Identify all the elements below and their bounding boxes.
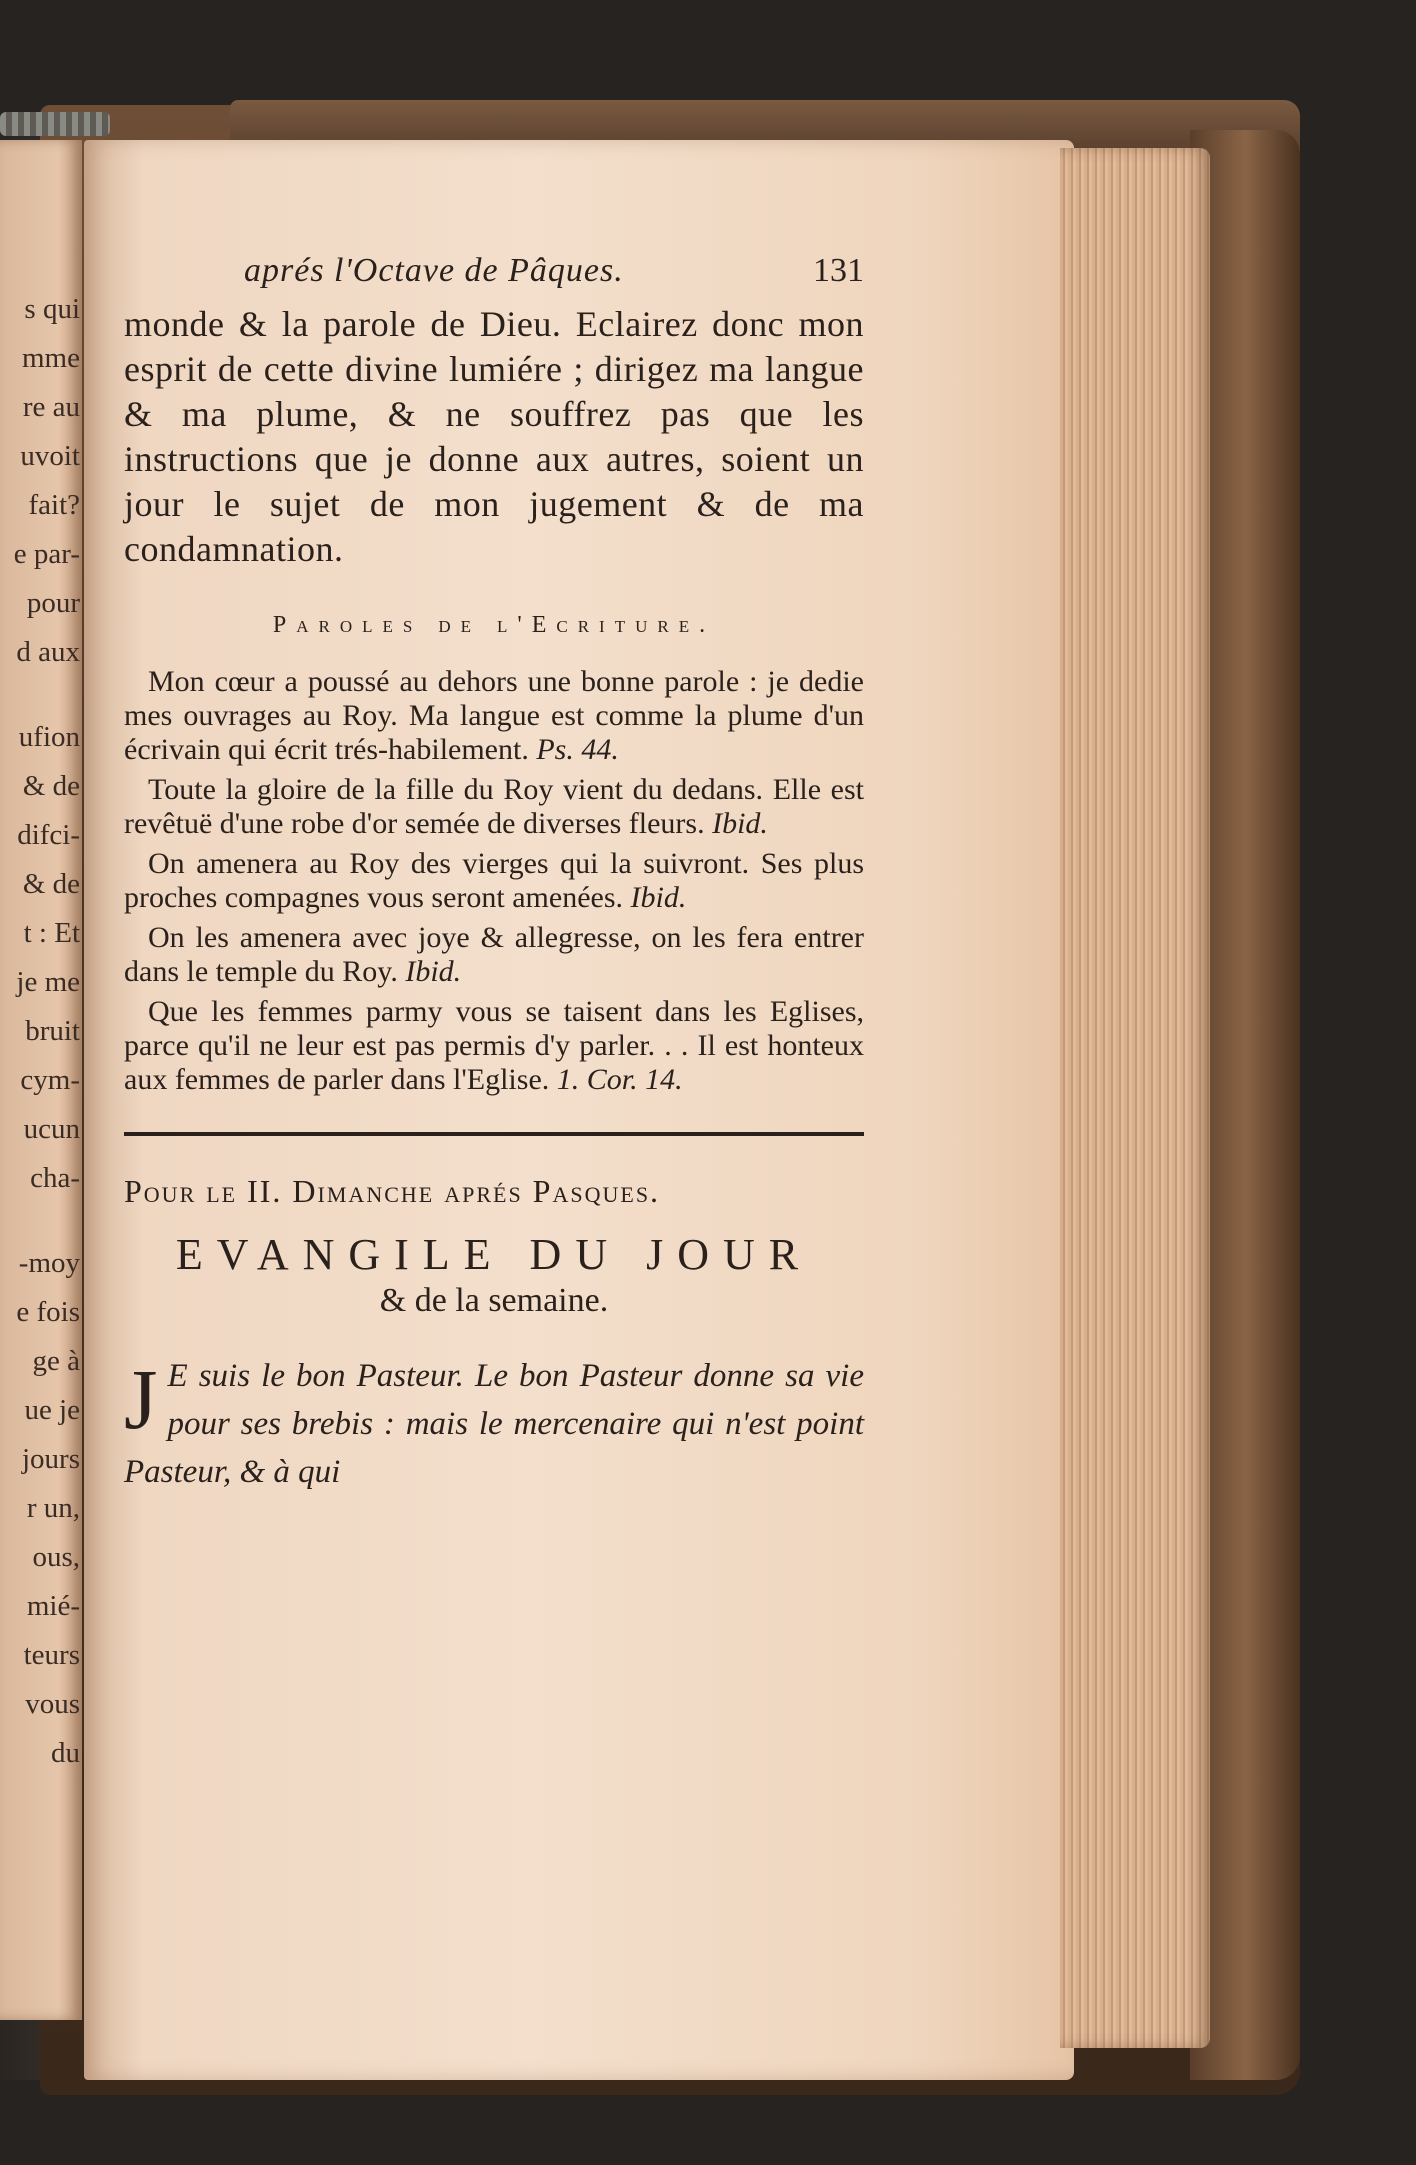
left-page-fragment: r un, <box>26 1492 80 1524</box>
quotation-text: Toute la gloire de la fille du Roy vient du dedans. Elle est revêtuë d'une robe d'or semée de diverses fleurs. <box>124 773 864 840</box>
left-page-fragment: bruit <box>25 1015 80 1047</box>
page-text-block <box>124 252 864 1496</box>
left-page-fragment: mié- <box>26 1590 80 1622</box>
quotation-source: Ibid. <box>405 955 462 988</box>
left-page-fragment: du <box>51 1737 80 1769</box>
opening-paragraph: monde & la parole de Dieu. Eclairez donc mon esprit de cette divine lumiére ; dirigez ma langue & ma plume, & ne souffrez pas que les instructions que je donne aux autres, soient un jour le sujet de mon jugement & de ma condamnation. <box>124 304 864 569</box>
left-page-fragment: fait? <box>28 489 80 521</box>
left-page-fragment: mme <box>22 342 80 374</box>
left-page-fragment: t : Et <box>23 917 80 949</box>
left-page-fragment: difci- <box>17 819 80 851</box>
left-page-text <box>0 285 80 1778</box>
left-page-fragment: pour <box>26 587 80 619</box>
left-page-fragment: e fois <box>16 1296 80 1328</box>
quotation-text: Que les femmes parmy vous se taisent dans les Eglises, parce qu'il ne leur est pas permis d'y parler. . . Il est honteux aux femmes de parler dans l'Eglise. <box>124 995 864 1096</box>
quotation <box>124 773 864 841</box>
left-page-fragment: & de <box>22 868 80 900</box>
left-page-fragment: -moy <box>18 1247 80 1279</box>
page-number: 131 <box>813 252 864 289</box>
left-page-fragment: cha- <box>30 1162 80 1194</box>
left-page-fragment <box>0 1203 80 1239</box>
gospel-text <box>124 1352 864 1496</box>
left-page-fragment: e par- <box>13 538 80 570</box>
page-fore-edge <box>1060 148 1210 2048</box>
left-page-fragment: teurs <box>23 1639 80 1671</box>
quotation-text: On amenera au Roy des vierges qui la suivront. Ses plus proches compagnes vous seront amenées. <box>124 847 864 914</box>
gospel-body: E suis le bon Pasteur. Le bon Pasteur donne sa vie pour ses brebis : mais le mercenaire qui n'est point Pasteur, & à qui <box>124 1358 864 1490</box>
left-page-fragment: ufion <box>18 721 80 753</box>
drop-cap: J <box>124 1351 158 1447</box>
left-page-fragment: ge à <box>32 1345 80 1377</box>
left-page-fragment: uvoit <box>20 440 80 472</box>
quotation-source: Ps. 44. <box>536 733 619 766</box>
gospel-title: EVANGILE DU JOUR <box>175 1230 813 1279</box>
quotation <box>124 847 864 915</box>
left-page-fragment: je me <box>16 966 80 998</box>
running-head-title: aprés l'Octave de Pâques. <box>244 252 624 289</box>
section-heading: Paroles de l'Ecriture. <box>272 612 716 638</box>
quotation-source: Ibid. <box>712 807 768 840</box>
quotation-text: On les amenera avec joye & allegresse, on les fera entrer dans le temple du Roy. <box>124 921 864 988</box>
quotation <box>124 995 864 1097</box>
quotation <box>124 665 864 767</box>
left-page-fragment: jours <box>22 1443 80 1475</box>
quotation-source: Ibid. <box>630 881 687 914</box>
left-page-fragment: d aux <box>16 636 80 668</box>
left-page-fragment: & de <box>22 770 80 802</box>
left-page-fragment: s qui <box>24 293 80 325</box>
left-page-fragment: ous, <box>32 1541 80 1573</box>
quotation-source: 1. Cor. 14. <box>556 1063 683 1096</box>
headband <box>0 112 110 136</box>
left-page-fragment: ucun <box>23 1113 80 1145</box>
running-head <box>124 252 864 302</box>
quotation-text: Mon cœur a poussé au dehors une bonne parole : je dedie mes ouvrages au Roy. Ma langue est comme la plume d'un écrivain qui écrit trés-habilement. <box>124 665 864 766</box>
left-page <box>0 140 82 2020</box>
left-page-fragment: cym- <box>20 1064 80 1096</box>
left-page-fragment: vous <box>25 1688 80 1720</box>
scripture-quotations <box>124 665 864 1097</box>
left-page-fragment: re au <box>22 391 80 423</box>
left-page-fragment: ue je <box>24 1394 80 1426</box>
gospel-subtitle: & de la semaine. <box>379 1282 609 1319</box>
left-page-fragment <box>0 677 80 713</box>
sunday-heading: Pour le II. Dimanche aprés Pasques. <box>124 1173 661 1209</box>
quotation <box>124 921 864 989</box>
ornamental-rule <box>124 1131 864 1137</box>
